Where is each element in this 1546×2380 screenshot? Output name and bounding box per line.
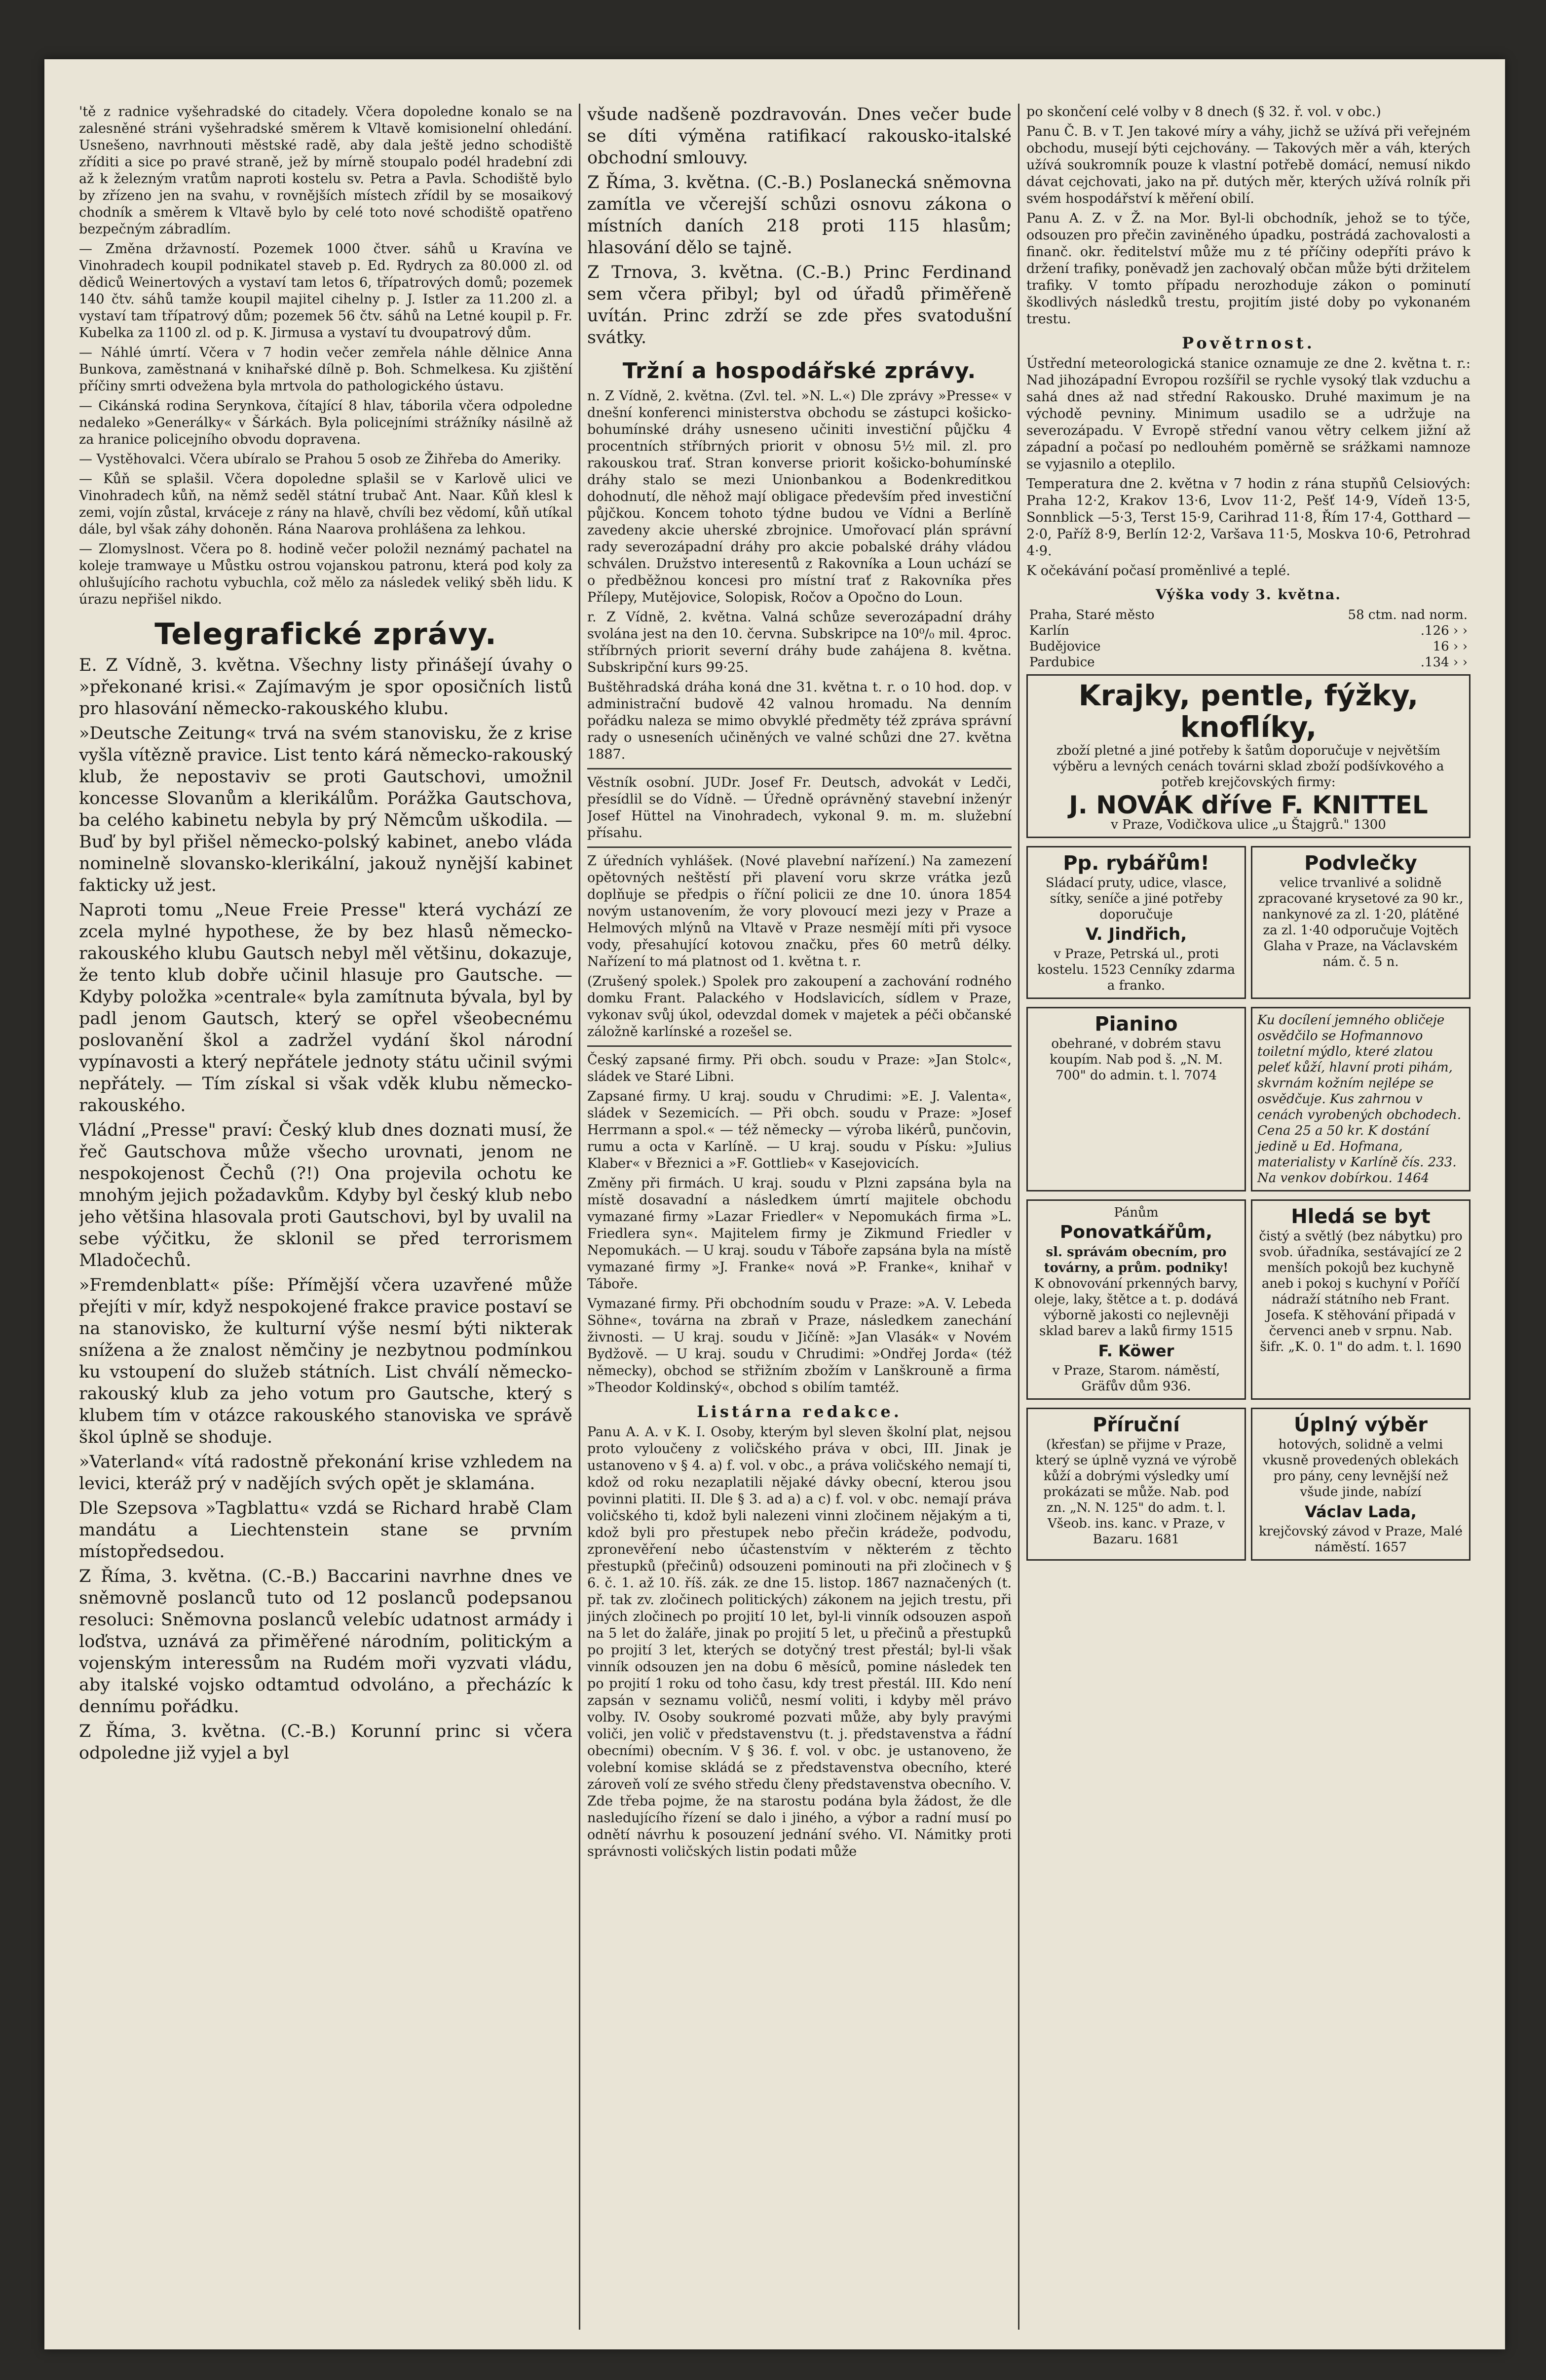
article-emigrants: — Vystěhovalci. Včera ubíralo se Prahou 5 osob ze Žihřeba do Ameriky. [79,452,562,467]
official-notice: Z úředních vyhlášek. (Nové plavební nařízení.) Na zamezení opětovných neštěstí při plavení voru skrze vrátka jezů doplňuje se předpis o říční policii ze dne 10. února 1854 novým ustanovením, že vory plovoucí mezi jezy v Praze a Helmových mlýnů na Vltavě v Praze nesmějí míti při vysoce vody, přesahující kotovou značku, přes 60 metrů délky. Nařízení to má platnost od 1. května t. r. [587,853,1012,969]
ad-row [1026,1404,1471,1565]
section-header-letters: Listárna redakce. [697,1402,902,1421]
ad-paints: Pánům Ponovatkářům, sl. správám obecním, pro továrny, a prům. podniky! K obnovování prkenných barvy, oleje, laky, štětce a t. p. dodává výborně jakosti co nejlevněji sklad barev a laků firmy 1515 F. Köwer v Praze, Starom. náměstí, Gräfův dům 936. [1026,1199,1246,1400]
ad-row [1026,1003,1471,1195]
article-sudden-death: — Náhlé úmrtí. Včera v 7 hodin večer zemřela náhle dělnice Anna Bunkova, zaměstnaná v knihařské dílně p. Boh. Schmelkesa. Ku zjištění příčiny smrti odvežena byla mrtvola do pathologického ústavu. [79,345,572,394]
firm-registry: Změny při firmách. U kraj. soudu v Plzni zapsána byla na místě dosavadní a následkem úmrtí majitele obchodu vymazané firmy »Lazar Friedler« v Nepomukách firma »L. Friedlera syn«. Majitelem firmy je Zikmund Friedler v Nepomukách. — U kraj. soudu v Táboře zapsána byla na místě vymazané firmy »J. Franke« nová »P. Franke«, knihař v Táboře. [587,1176,1012,1292]
section-header-telegraph: Telegrafické zprávy. [154,617,497,652]
weather-report: Ústřední meteorologická stanice oznamuje ze dne 2. května t. r.: Nad jihozápadní Evropou rozšířil se rychle vysoký tlak vzduchu a sahá dnes až nad střední Rakousko. Druhé maximum je na východě pevniny. Minimum usadilo se a udržuje na severozápadu. V Evropě střední vanou větry celkem jižní až západní a počasí po nedlouhém poměrně se srážkami namnoze se vyjasnilo a oteplilo. [1026,356,1471,472]
water-level-table [1026,607,1471,670]
water-level-title: Výška vody 3. května. [1155,586,1342,603]
market-item: r. Z Vídně, 2. května. Valná schůze severozápadní dráhy svolána jest na den 10. června. Subskripce na 10⁰/₀ mil. 4proc. stříbrných priorit severní dráhy bude zahájena 8. května. Subskripční kurs 99·25. [587,610,1012,675]
letters-item: Panu A. Z. v Ž. na Mor. Byl-li obchodník, jehož se to týče, odsouzen pro přečin zaviněného úpadku, postrádá zachovalosti a finanč. okr. ředitelství může mu z té příčiny odepříti právo k držení trafiky, poněvadž jen zachovalý občan může býti držitelem trafiky. V tomto případu nerozhoduje zákon o pominutí škodlivých následků trestu, projitím jisté doby po vykonaném trestu. [1026,211,1471,327]
ad-piano: Pianino obehrané, v dobrém stavu koupím. Nab pod š. „N. M. 700" do admin. t. l. 7074 [1026,1007,1246,1191]
column-middle [587,104,1012,2330]
telegraph-item: Z Říma, 3. května. (C.-B.) Poslanecká sněmovna zamítla ve včerejší schůzi osnovu zákona o místních daních 218 proti 115 hlasům; hlasování dělo se tajně. [587,173,1012,258]
telegraph-item: Naproti tomu „Neue Freie Presse" která vychází ze zcela mylné hypothese, že by bez hlasů německo-rakouského klubu Gautsch nebyl měl většinu, dokazuje, že tento klub dobře učinil hlasuje pro Gautsche. — Kdyby položka »centrale« byla zamítnuta bývala, byl by padl jenom Gautsch, který se opřel všeobecnému poslovanění škol a zadržel vydání škol národní vypínavosti a který nepřátele jednoty státu učinil svými nepřátely. — Tím získal si však vděk klubu německo-rakouského. [79,900,572,1115]
column-rule [579,104,580,2330]
table-row: Karlín .126 › › [1029,623,1468,638]
telegraph-item: Dle Szepsova »Tagblattu« vzdá se Richard hrabě Clam mandátu a Liechtenstein stane se prvním místopředsedou. [79,1498,572,1562]
ad-fishermen: Pp. rybářům! Sládací pruty, udice, vlasce, sítky, seníče a jiné potřeby doporučuje V. Jindřich, v Praze, Petrská ul., proti kostelu. 1523 Cenníky zdarma a franko. [1026,846,1246,999]
article-ownership: — Změna državností. Pozemek 1000 čtver. sáhů u Kravína ve Vinohradech koupil podnikatel staveb p. Ed. Rydrych za 80.000 zl. od dědiců Weinertových a vystaví tam letos 6, třípatrových domů; pozemek 140 čtv. sáhů tamže koupil majitel cihelny p. J. Istler za 11.200 zl. a vystaví tam třípatrový dům; pozemek 56 čtv. sáhů na Letné koupil p. Fr. Kubelka za 1100 zl. od p. K. Jirmusa a vystaví tu dvoupatrový dům. [79,241,572,341]
ad-lace: Krajky, pentle, fýžky, knoflíky, zboží pletné a jiné potřeby k šatům doporučuje v největším výběru a levných cenách továrni sklad zboží podšívkového a potřeb krejčovských firmy: J. NOVÁK dříve F. KNITTEL v Praze, Vodičkova ulice „u Štajgrů." 1300 [1026,674,1471,838]
ad-row [1026,842,1471,1003]
market-item: n. Z Vídně, 2. května. (Zvl. tel. »N. L.«) Dle zprávy »Presse« v dnešní konferenci ministerstva obchodu se zástupci košicko-bohumínské dráhy usneseno učiniti investiční půjčku 4 procentních stříbrných priorit v obnosu 5½ mil. zl. pro rakouskou trať. Stran konverse priorit košicko-bohumínské dráhy stalo se mezi Unionbankou a Bodenkreditkou dohodnutí, dle něhož mají obligace především před investiční půjčkou. Koncem tohoto týdne budou ve Vídni a Berlíně zavedeny akcie uherské zbrojnice. Umořovací plán správní rady severozápadní dráhy pro akcie pobalské dráhy vládou schválen. Družstvo interesentů z Rakovníka a Loun uchází se o předběžnou koncesi pro místní trať z Rakovníka přes Přílepy, Mutějovice, Solopisk, Ročov a Opočno do Loun. [587,388,1012,605]
personal-news: Věstník osobní. JUDr. Josef Fr. Deutsch, advokát v Ledči, přesídlil se do Vídně. — Úředně oprávněný stavební inženýr Josef Hüttel na Vinohradech, vykonal 9. m. m. služební přísahu. [587,775,1012,841]
letters-item: Panu Č. B. v T. Jen takové míry a váhy, jichž se užívá při veřejném obchodu, musejí býti cejchovány. — Takových měr a váh, kterých užívá soukromník pouze k vlastní potřebě domácí, nemusí nikdo dávat cejchovati, jako na př. dutých měr, kterých užívá rolník při svém hospodářství k měření obilí. [1026,124,1471,206]
weather-forecast: K očekávání počasí proměnlivé a teplé. [1026,563,1290,578]
telegraph-item: »Deutsche Zeitung« trvá na svém stanovisku, že z krise vyšla vítězně pravice. List tento kárá německo-rakouský klub, že nepostaviv se proti Gautschovi, umožnil koncesse Slovanům a klerikálům. Porážka Gautschova, ba celého kabinetu nebyla by prý Němcům uškodila. — Buď by byl přišel německo-polský kabinet, anebo vláda nominelně slovansko-klerikální, jakouž nynější kabinet fakticky už jest. [79,724,572,895]
market-item: Buštěhradská dráha koná dne 31. května t. r. o 10 hod. dop. v administrační budově 42 valnou hromadu. Na denním pořádku naleza se mimo obvyklé předměty též zpráva správní rady o usneseních učiněných ve valné schůzi dne 27. května 1887. [587,680,1012,762]
letters-item: Panu A. A. v K. I. Osoby, kterým byl sleven školní plat, nejsou proto vyloučeny z voličského práva v obci, III. Jinak je ustanoveno v § 4. a) f. vol. v obc., a práva voličského nemají ti, kdož od roku nezaplatili nějaké dávky obecní, kterou jsou povinni platiti. II. Dle § 3. ad a) a c) f. vol. v obc. nemají práva voličského ti, kdož byli nalezeni vinni zločinem nějakým a ti, kdož byli pro přestupek nebo přečin krádeže, podvodu, zpronevěření nebo účastenstvím v některém z těchto přestupků (přečinů) odsouzeni pominouti na při zločinech v § 6. č. 1. až 10. říš. zák. ze dne 15. listop. 1867 naznačených (t. př. tak zv. zločinech politických) zákonem na jejich trestu, při jiných zločinech po projití 10 let, byl-li vinník odsouzen aspoň na 5 let do žaláře, jinak po projití 5 let, u přečinů a přestupků po projití 3 let, kterých se dotyčný trest přestál; byl-li však vinník odsouzen jen na dobu 6 měsíců, pomine následek ten po projití 1 roku od toho času, kdy trest přestál. III. Kdo není zapsán v seznamu voličů, nesmí voliti, i kdyby měl právo volby. IV. Osoby soukromé pozvati může, aby byly pravými voliči, jen volič v představenstvu (t. j. představenstva a řádní obecními) obecním. V § 36. f. vol. v obc. je ustanoveno, že volební komise skládá se z představenstva obecního, které zároveň volí ze svého středu členy představenstva obecního. V. Zde třeba pojme, že na starostu podána byla žádost, že dle nasledujícího řízení se dalo i jiného, a výbor a radní musí po odnětí návrhu k posouzení jednání svého. VI. Námitky proti správnosti voličských listin podati může [587,1424,1012,1859]
ad-petticoats: Podvlečky velice trvanlivé a solidně zpracované krysetové za 90 kr., nankynové za zl. 1·20, plátěné za zl. 1·40 odporučuje Vojtěch Glaha v Praze, na Václavském nám. č. 5 n. [1251,846,1471,999]
column-right [1026,104,1471,2330]
official-notice: (Zrušený spolek.) Spolek pro zakoupení a zachování rodného domku Frant. Palackého v Hodslavicích, sídlem v Praze, vykonav svůj úkol, odevzdal domek v majetek a péči občanské záložně karlínské a rozešel se. [587,974,1012,1039]
firm-registry: Český zapsané firmy. Při obch. soudu v Praze: »Jan Stolc«, sládek ve Staré Libni. [587,1052,1012,1084]
column-rule [1018,104,1019,2330]
letters-item: po skončení celé volby v 8 dnech (§ 32. ř. vol. v obc.) [1026,104,1381,119]
article-malice: — Zlomyslnost. Včera po 8. hodině večer položil neznámý pachatel na koleje tramwaye u Můstku ostrou vojanskou patronu, která pod koly za ohlušujícího rachotu vybuchla, což mělo za následek veliký sběh lidu. K úrazu nepřišel nikdo. [79,541,572,607]
ad-apartment: Hledá se byt čistý a světlý (bez nábytku) pro svob. úřadníka, sestávající ze 2 menších pokojů bez kuchyně aneb i pokoj s kuchyní v Poříčí nádraží státního neb Frant. Josefa. K stěhování připadá v červenci aneb v srpnu. Nab. šifr. „K. 0. 1" do adm. t. l. 1690 [1251,1199,1471,1400]
ad-clerk: Příruční (křesťan) se přijme v Praze, který se úplně vyzná ve výrobě kůží a dobrými výsledky umí prokázati se může. Nab. pod zn. „N. N. 125" do adm. t. l. Všeob. ins. kanc. v Praze, v Bazaru. 1681 [1026,1408,1246,1561]
table-row: Praha, Staré město 58 ctm. nad norm. [1029,608,1468,622]
newspaper-page [44,59,1505,2349]
article-horse: — Kůň se splašil. Včera dopoledne splašil se v Karlově ulici ve Vinohradech kůň, na němž seděl státní trubač Ant. Naar. Kůň klesl k zemi, vojín zůstal, krváceje z rány na hlavě, chvíli bez vědomí, kůň utíkal dále, byl však záhy dohoněn. Rána Naarova prohlášena za lehkou. [79,471,572,537]
article-citadel: 'tě z radnice vyšehradské do citadely. Včera dopoledne konalo se na zalesněné stráni vyšehradské směrem k Vltavě komisionelní ohledání. Usnešeno, navrhnouti městské radě, aby dala ještě jedno schodiště zříditi a sice po pravé straně, jež by mírně stoupalo podél hradební zdi až k železným vratům naproti kostelu sv. Petra a Pavla. Schodiště bylo by zřízeno jen na svahu, v rovnějších místech zřídil by se mosaikový chodník a směrem k Vltavě bylo by celé toto nové schodiště opatřeno bezpečným zábradlím. [79,104,572,237]
section-header-market: Tržní a hospodářské zprávy. [622,358,977,384]
firm-registry: Vymazané firmy. Při obchodním soudu v Praze: »A. V. Lebeda Söhne«, továrna na zbraň v Praze, následkem zanechání živnosti. — U kraj. soudu v Jičíně: »Jan Vlasák« v Novém Bydžově. — U kraj. soudu v Chrudimi: »Ondřej Jorda« (též německy), obchod se střižním zbožím v Lanškrouně a firma »Theodor Koldinský«, obchod s obilím tamtéž. [587,1296,1012,1395]
telegraph-item: »Vaterland« vítá radostně překonání krise vzhledem na levici, kteráž prý v nadějích svých opět je sklamána. [79,1452,572,1494]
column-left [79,104,572,2330]
telegraph-item: Z Říma, 3. května. (C.-B.) Korunní princ si včera odpoledne již vyjel a byl [79,1722,572,1763]
telegraph-item: Vládní „Presse" praví: Český klub dnes doznati musí, že řeč Gautschova může všecho urovnati, jenom ne nespokojenost Čechů (?!) Ona projevila ochotu ke mnohým jejich požadavkům. Kdyby byl český klub nebo jeho většina hlasovala proti Gautschovi, byl by uvalil na sebe výčitku, že sklonil se před terrorismem Mladočechů. [79,1120,572,1270]
ad-soap: Ku docílení jemného obličeje osvědčilo se Hofmannovo toiletní mýdlo, které zlatou peleť kůží, hlavní proti pihám, skvrnám kožním nejlépe se osvědčuje. Kus zahrnou v cenách vyrobených obchodech. Cena 25 a 50 kr. K dostání jedině u Ed. Hofmana, materialisty v Karlíně čís. 233. Na venkov dobírkou. 1464 [1251,1007,1471,1191]
divider [587,846,1012,848]
table-row: Pardubice .134 › › [1029,655,1468,670]
section-header-weather: Povětrnost. [1182,334,1315,352]
ad-row [1026,1195,1471,1404]
divider [587,1045,1012,1047]
weather-temperatures: Temperatura dne 2. května v 7 hodin z rána stupňů Celsiových: Praha 12·2, Krakov 13·6, Lvov 11·2, Pešť 14·9, Vídeň 13·5, Sonnblick —5·3, Terst 15·9, Carihrad 11·8, Řím 17·4, Gotthard —2·0, Paříž 8·9, Berlín 12·2, Varšava 11·5, Moskva 10·6, Petrohrad 4·9. [1026,476,1471,559]
telegraph-item: všude nadšeně pozdravován. Dnes večer bude se díti výměna ratifikací rakousko-italské obchodní smlouvy. [587,105,1012,168]
telegraph-item: E. Z Vídně, 3. května. Všechny listy přinášejí úvahy o »překonané krisi.« Zajímavým je spor oposičních listů pro hlasování německo-rakouského klubu. [79,655,572,719]
divider [587,768,1012,769]
article-gypsy-family: — Cikánská rodina Serynkova, čítající 8 hlav, táborila včera odpoledne nedaleko »Generálky« v Šárkách. Byla policejními strážníky násilně až za hranice policejního obvodu dopravena. [79,398,572,447]
telegraph-item: »Fremdenblatt« píše: Přímější včera uzavřené může přejíti v mír, když nespokojené frakce pravice postaví se na stanovisko, že kulturní výše nesmí býti nikterak snížena a že znalost němčiny je nezbytnou podmínkou ku vstoupení do služeb státních. List chválí německo-rakouský klub za jeho votum pro Gautsche, který s klubem tím v otázce rakouského stanoviska ve správě škol úplně se shoduje. [79,1275,572,1447]
telegraph-item: Z Říma, 3. května. (C.-B.) Baccarini navrhne dnes ve sněmovně poslanců tuto od 12 poslanců podepsanou resoluci: Sněmovna poslanců velebíc udatnost armády i loďstva, uznává za přiměřené národním, politickým a vojenským interessům na Rudém moři vyzvati vládu, aby italské vojsko odtamtud odvoláno, a přecházíc k dennímu pořádku. [79,1567,572,1717]
ad-clothing: Úplný výběr hotových, solidně a velmi vkusně provedených oblekách pro pány, ceny levnější než všude jinde, nabízí Václav Lada, krejčovský závod v Praze, Malé náměstí. 1657 [1251,1408,1471,1561]
firm-registry: Zapsané firmy. U kraj. soudu v Chrudimi: »E. J. Valenta«, sládek v Sezemicích. — Při obch. soudu v Praze: »Josef Herrmann a spol.« — též německy — výroba likérů, punčovin, rumu a octa v Karlíně. — U kraj. soudu v Písku: »Julius Klaber« v Březnici a »F. Gottlieb« v Kasejovicích. [587,1089,1012,1171]
table-row: Budějovice 16 › › [1029,639,1468,654]
telegraph-item: Z Trnova, 3. května. (C.-B.) Princ Ferdinand sem včera přibyl; byl od úřadů přiměřeně uvítán. Princ zdrží se zde přes svatodušní svátky. [587,263,1012,347]
